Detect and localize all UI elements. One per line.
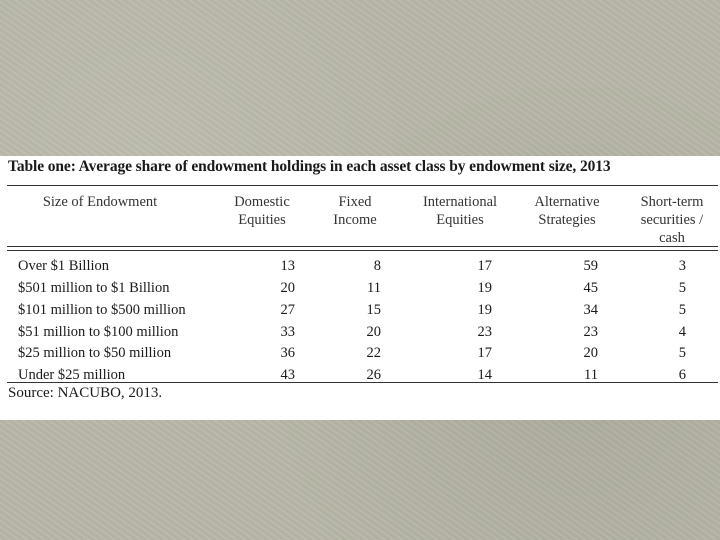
table-cell: 5	[678, 280, 686, 296]
table-cell: 11	[584, 367, 598, 383]
header-line: cash	[659, 230, 685, 246]
header-line: Fixed	[338, 194, 372, 210]
table-cell: 6	[678, 367, 686, 383]
table-row	[0, 278, 720, 300]
table-cell: 34	[583, 302, 598, 318]
header-line: securities /	[640, 212, 704, 228]
table-cell: 11	[367, 280, 381, 296]
table-cell: 15	[366, 302, 381, 318]
header-line: Alternative	[534, 194, 600, 210]
header-short-term-securities-cash	[627, 193, 717, 247]
table-row	[0, 343, 720, 365]
header-line: Strategies	[538, 212, 596, 228]
table-top-rule	[7, 185, 718, 186]
table-cell: 36	[280, 345, 295, 361]
table-cell: 17	[477, 345, 492, 361]
table-cell: 27	[280, 302, 295, 318]
table-cell: 20	[280, 280, 295, 296]
row-label: Over $1 Billion	[18, 258, 110, 274]
row-label: $51 million to $100 million	[18, 324, 179, 340]
header-line: Equities	[436, 212, 484, 228]
table-cell: 19	[477, 280, 492, 296]
table-cell: 8	[373, 258, 381, 274]
table-title: Table one: Average share of endowment holdings in each asset class by endowment size, 2013	[8, 158, 611, 175]
header-alternative-strategies	[512, 193, 622, 229]
header-line: Short-term	[640, 194, 704, 210]
header-line: Size of Endowment	[42, 194, 158, 210]
header-international-equities	[400, 193, 520, 229]
table-cell: 23	[583, 324, 598, 340]
table-cell: 4	[678, 324, 686, 340]
table-row	[0, 322, 720, 344]
header-domestic-equities	[212, 193, 312, 229]
header-line: Domestic	[234, 194, 290, 210]
table-cell: 14	[477, 367, 492, 383]
table-cell: 17	[477, 258, 492, 274]
header-fixed-income	[305, 193, 405, 229]
table-cell: 33	[280, 324, 295, 340]
row-label: $25 million to $50 million	[18, 345, 172, 361]
header-line: Equities	[238, 212, 286, 228]
table-cell: 26	[366, 367, 381, 383]
table-image-panel	[0, 156, 720, 420]
table-row	[0, 256, 720, 278]
header-line: International	[422, 194, 498, 210]
table-cell: 22	[366, 345, 381, 361]
header-line: Income	[333, 212, 377, 228]
row-label: Under $25 million	[18, 367, 126, 383]
table-row	[0, 365, 720, 387]
table-cell: 13	[280, 258, 295, 274]
table-cell: 20	[366, 324, 381, 340]
table-bottom-rule	[7, 382, 718, 383]
table-cell: 23	[477, 324, 492, 340]
table-cell: 3	[678, 258, 686, 274]
table-cell: 19	[477, 302, 492, 318]
table-cell: 5	[678, 302, 686, 318]
table-header-double-rule	[7, 246, 718, 251]
table-cell: 59	[583, 258, 598, 274]
table-cell: 5	[678, 345, 686, 361]
header-size-of-endowment	[30, 193, 170, 211]
table-cell: 45	[583, 280, 598, 296]
source-note: Source: NACUBO, 2013.	[8, 385, 163, 401]
row-label: $501 million to $1 Billion	[18, 280, 170, 296]
table-row	[0, 300, 720, 322]
table-cell: 20	[583, 345, 598, 361]
row-label: $101 million to $500 million	[18, 302, 186, 318]
table-cell: 43	[280, 367, 295, 383]
